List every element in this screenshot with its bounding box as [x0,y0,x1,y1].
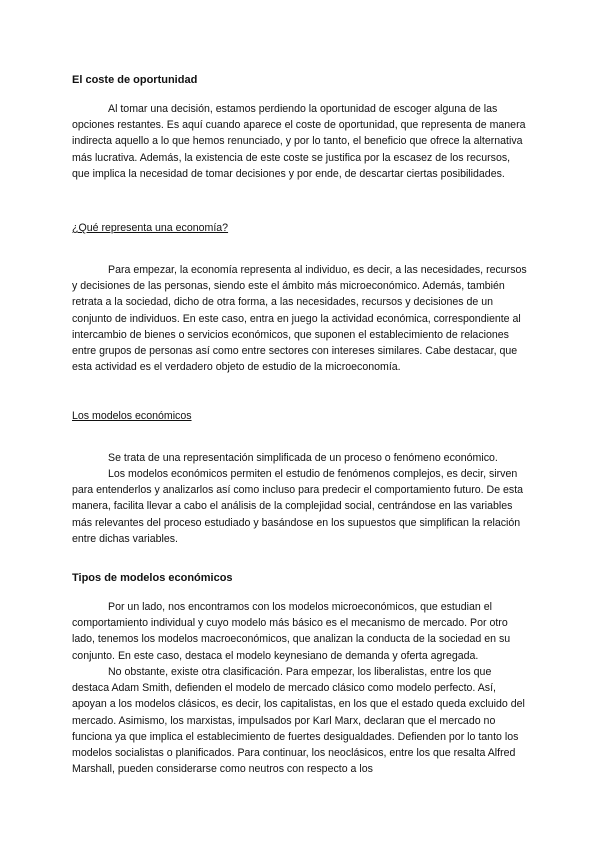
section-heading-que-representa: ¿Qué representa una economía? [72,222,229,234]
paragraph-que-representa: Para empezar, la economía representa al individuo, es decir, a las necesidades, recursos y decisiones de las personas, siendo este el ámbito más microeconómico. Además, también retrata a la sociedad, dicho de otra forma, a las necesidades, recursos y decisiones de un conjunto de individuos. En este caso, entra en juego la actividad económica, correspondiente al intercambio de bienes o servicios económicos, que suponen el establecimiento de relaciones entre grupos de personas así como entre sectores con intereses similares. Cabe destacar, que esta actividad es el verdadero objeto de estudio de la microeconomía. [72,264,527,374]
section-heading-tipos-modelos: Tipos de modelos económicos [72,572,233,584]
paragraph-coste-oportunidad: Al tomar una decisión, estamos perdiendo la oportunidad de escoger alguna de las opciones restantes. Es aquí cuando aparece el coste de oportunidad, que representa de manera indirecta aquello a lo que hemos renunciado, y por lo tanto, el beneficio que ofrece la alternativa más lucrativa. Además, la existencia de este coste se justifica por la escasez de los recursos, que implica la necesidad de tomar decisiones y por ende, de descartar ciertas posibilidades. [72,103,526,180]
paragraph-modelos-definicion: Se trata de una representación simplificada de un proceso o fenómeno económico. [108,452,498,464]
section-heading-modelos-economicos: Los modelos económicos [72,410,192,422]
paragraph-tipos-clasificacion: No obstante, existe otra clasificación. Para empezar, los liberalistas, entre los que destaca Adam Smith, defienden el modelo de mercado clásico como modelo perfecto. Así, apoyan a los modelos clásicos, es decir, los capitalistas, en los que el estado queda excluido del mercado. Asimismo, los marxistas, impulsados por Karl Marx, declaran que el mercado no funciona ya que implica el establecimiento de fuertes desigualdades. Defienden por lo tanto los modelos socialistas o planificados. Para continuar, los neoclásicos, entre los que resalta Alfred Marshall, pueden considerarse como neutros con respecto a los [72,666,525,776]
paragraph-tipos-micro-macro: Por un lado, nos encontramos con los modelos microeconómicos, que estudian el comportamiento individual y cuyo modelo más básico es el mecanismo de mercado. Por otro lado, tenemos los modelos macroeconómicos, que analizan la conducta de la sociedad en su conjunto. En este caso, destaca el modelo keynesiano de demanda y oferta agregada. [72,601,511,662]
paragraph-modelos-uso: Los modelos económicos permiten el estudio de fenómenos complejos, es decir, sirven para entenderlos y analizarlos así como incluso para predecir el comportamiento futuro. De esta manera, facilita llevar a cabo el análisis de la complejidad social, centrándose en las variables más relevantes del proceso estudiado y basándose en los supuestos que simplifican la relación entre dichas variables. [72,468,524,545]
section-heading-coste-oportunidad: El coste de oportunidad [72,74,198,86]
